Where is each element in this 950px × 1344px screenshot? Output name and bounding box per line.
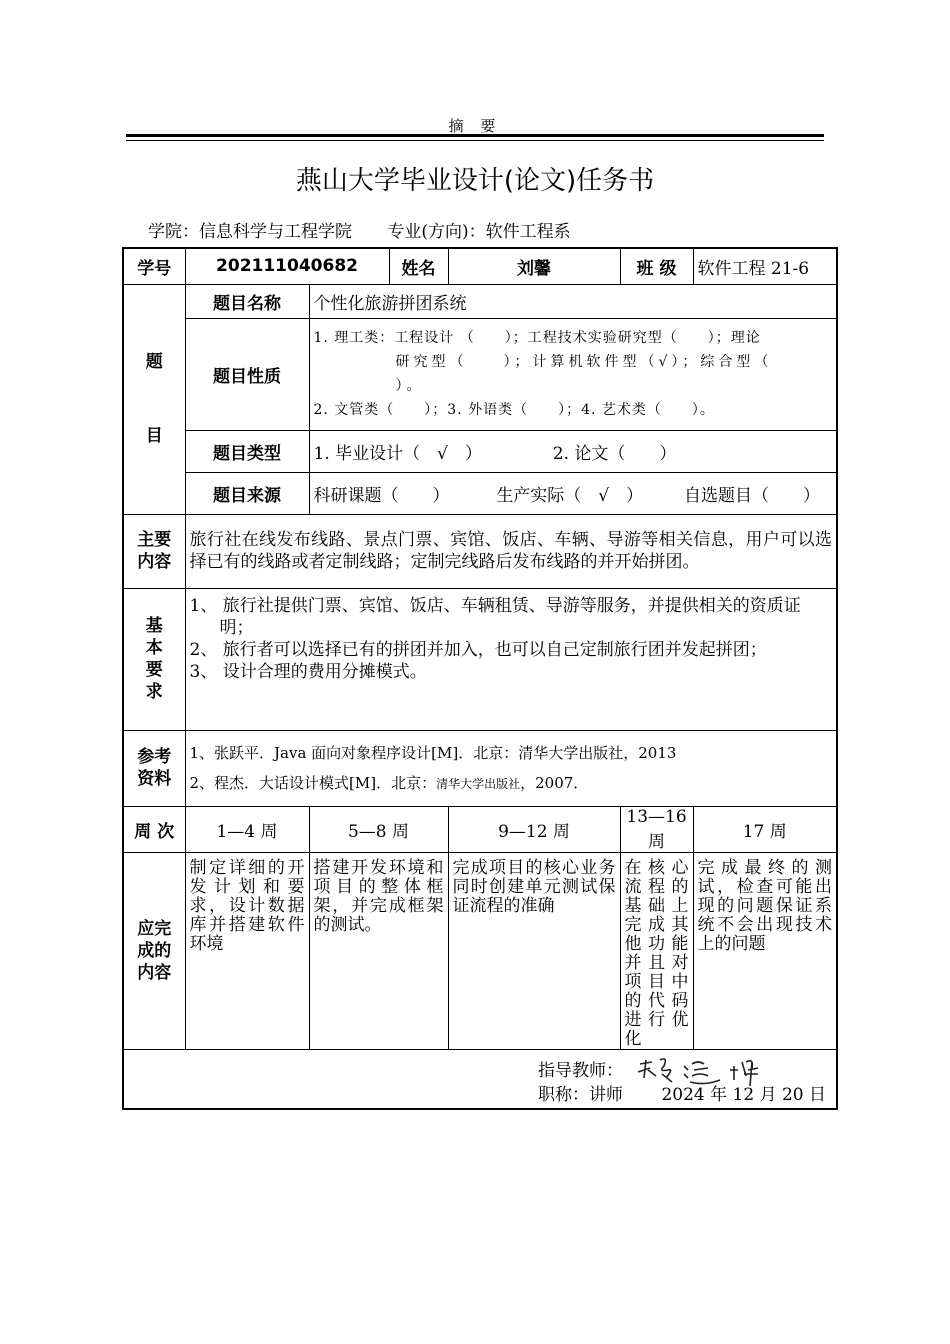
week-cell: 5—8 周 <box>309 806 448 852</box>
meta-line <box>148 217 601 242</box>
advisor-title: 职称：讲师 <box>538 1084 623 1105</box>
source-option-research: 科研课题（ ） <box>313 485 450 506</box>
nature-line-3: ）。 <box>395 378 425 394</box>
req-label-2: 本 <box>145 638 163 658</box>
content-label-1: 应完 <box>137 918 172 939</box>
requirements-label <box>123 588 185 730</box>
topic-label-char-2: 目 <box>145 426 163 446</box>
topic-type-row <box>123 430 837 472</box>
requirement-item: 2、 旅行者可以选择已有的拼团并加入，也可以自己定制旅行团并发起拼团； <box>189 639 767 660</box>
major-field: 专业(方向)：软件工程系 <box>387 222 571 242</box>
type-option-thesis: 2. 论文（ ） <box>552 443 677 464</box>
reference-item-1: 1、张跃平．Java 面向对象程序设计[M]．北京：清华大学出版社，2013 <box>189 743 677 762</box>
advisor-label: 指导教师： <box>538 1060 623 1081</box>
nature-line-1: 1. 理工类：工程设计 （ ）；工程技术实验研究型（ ）；理论 <box>313 330 761 346</box>
req-label-3: 要 <box>145 660 163 680</box>
topic-nature-value <box>309 318 837 430</box>
main-content-text: 旅行社在线发布线路、景点门票、宾馆、饭店、车辆、导游等相关信息，用户可以选择已有的线路或者定制线路；定制完线路后发布线路的并开始拼团。 <box>185 514 837 588</box>
main-content-label-1: 主要 <box>137 530 172 550</box>
student-class-value: 软件工程 21-6 <box>693 248 837 284</box>
source-option-self: 自选题目（ ） <box>683 485 820 506</box>
content-label-2: 成的 <box>137 940 172 961</box>
header-rule-thick <box>126 134 824 137</box>
student-class-label: 班 级 <box>620 248 693 284</box>
topic-section-label <box>123 284 185 514</box>
signoff-cell <box>123 1049 837 1109</box>
task-cell: 在核心流程的基础上完成其他功能并且对项目中的代码进行优化 <box>620 852 693 1049</box>
task-cell: 完成项目的核心业务同时创建单元测试保证流程的准确 <box>448 852 620 1049</box>
type-option-design: 1. 毕业设计（ √ ） <box>313 443 482 464</box>
student-row <box>123 248 837 284</box>
references-row <box>123 730 837 806</box>
requirement-item: 3、 设计合理的费用分摊模式。 <box>189 661 427 682</box>
topic-nature-row <box>123 318 837 430</box>
requirements-list <box>185 588 837 730</box>
schedule-header-row <box>123 806 837 852</box>
ref2-publisher: 清华大学出版社 <box>436 776 521 791</box>
student-id-value: 202111040682 <box>185 248 389 284</box>
topic-name-label: 题目名称 <box>185 284 309 318</box>
topic-type-value <box>309 430 837 472</box>
schedule-content-label <box>123 852 185 1049</box>
references-list <box>185 730 837 806</box>
main-content-label <box>123 514 185 588</box>
main-content-row <box>123 514 837 588</box>
task-cell: 完成最终的测试，检查可能出现的问题保证系统不会出现技术上的问题 <box>693 852 837 1049</box>
requirements-row <box>123 588 837 730</box>
week-cell: 17 周 <box>693 806 837 852</box>
task-table <box>122 247 838 1110</box>
topic-nature-label: 题目性质 <box>185 318 309 430</box>
topic-type-label: 题目类型 <box>185 430 309 472</box>
ref2-part-c: ，2007． <box>520 773 589 792</box>
student-id-label: 学号 <box>123 248 185 284</box>
task-cell: 搭建开发环境和项目的整体框架，并完成框架的测试。 <box>309 852 448 1049</box>
topic-source-row <box>123 472 837 514</box>
topic-source-value <box>309 472 837 514</box>
topic-name-row <box>123 284 837 318</box>
task-cell: 制定详细的开发计划和要求，设计数据库并搭建软件环境 <box>185 852 309 1049</box>
topic-source-label: 题目来源 <box>185 472 309 514</box>
week-cell: 13—16 周 <box>620 806 693 852</box>
ref2-part-a: 2、程杰．大话设计模式[M]．北京： <box>189 773 437 792</box>
nature-line-4: 2. 文管类（ ）；3. 外语类（ ）；4. 艺术类（ ）。 <box>313 402 715 418</box>
student-name-label: 姓名 <box>389 248 448 284</box>
requirement-item: 1、 旅行社提供门票、宾馆、饭店、车辆租赁、导游等服务，并提供相关的资质证明； <box>189 595 801 638</box>
topic-label-char-1: 题 <box>145 352 163 372</box>
source-option-practice: 生产实际（ √ ） <box>496 485 644 506</box>
week-cell: 9—12 周 <box>448 806 620 852</box>
schedule-task-row <box>123 852 837 1049</box>
sign-date: 2024 年 12 月 20 日 <box>661 1084 827 1105</box>
ref-label-1: 参考 <box>137 747 172 767</box>
document-title: 燕山大学毕业设计(论文)任务书 <box>295 166 655 196</box>
reference-item-2 <box>190 768 833 799</box>
college-field: 学院：信息科学与工程学院 <box>148 222 352 242</box>
student-name-value: 刘馨 <box>448 248 620 284</box>
header-rule-thin <box>126 140 824 141</box>
references-label <box>123 730 185 806</box>
main-content-label-2: 内容 <box>137 552 172 572</box>
signoff-row <box>123 1049 837 1109</box>
req-label-1: 基 <box>145 616 163 636</box>
nature-line-2: 研究型（ ）；计算机软件型（√）；综合型（ <box>395 354 773 370</box>
page-header-label: 摘 要 <box>448 117 502 135</box>
topic-name-value: 个性化旅游拼团系统 <box>309 284 837 318</box>
ref-label-2: 资料 <box>137 769 172 789</box>
req-label-4: 求 <box>145 682 163 702</box>
content-label-3: 内容 <box>137 962 172 983</box>
schedule-label: 周 次 <box>123 806 185 852</box>
week-cell: 1—4 周 <box>185 806 309 852</box>
